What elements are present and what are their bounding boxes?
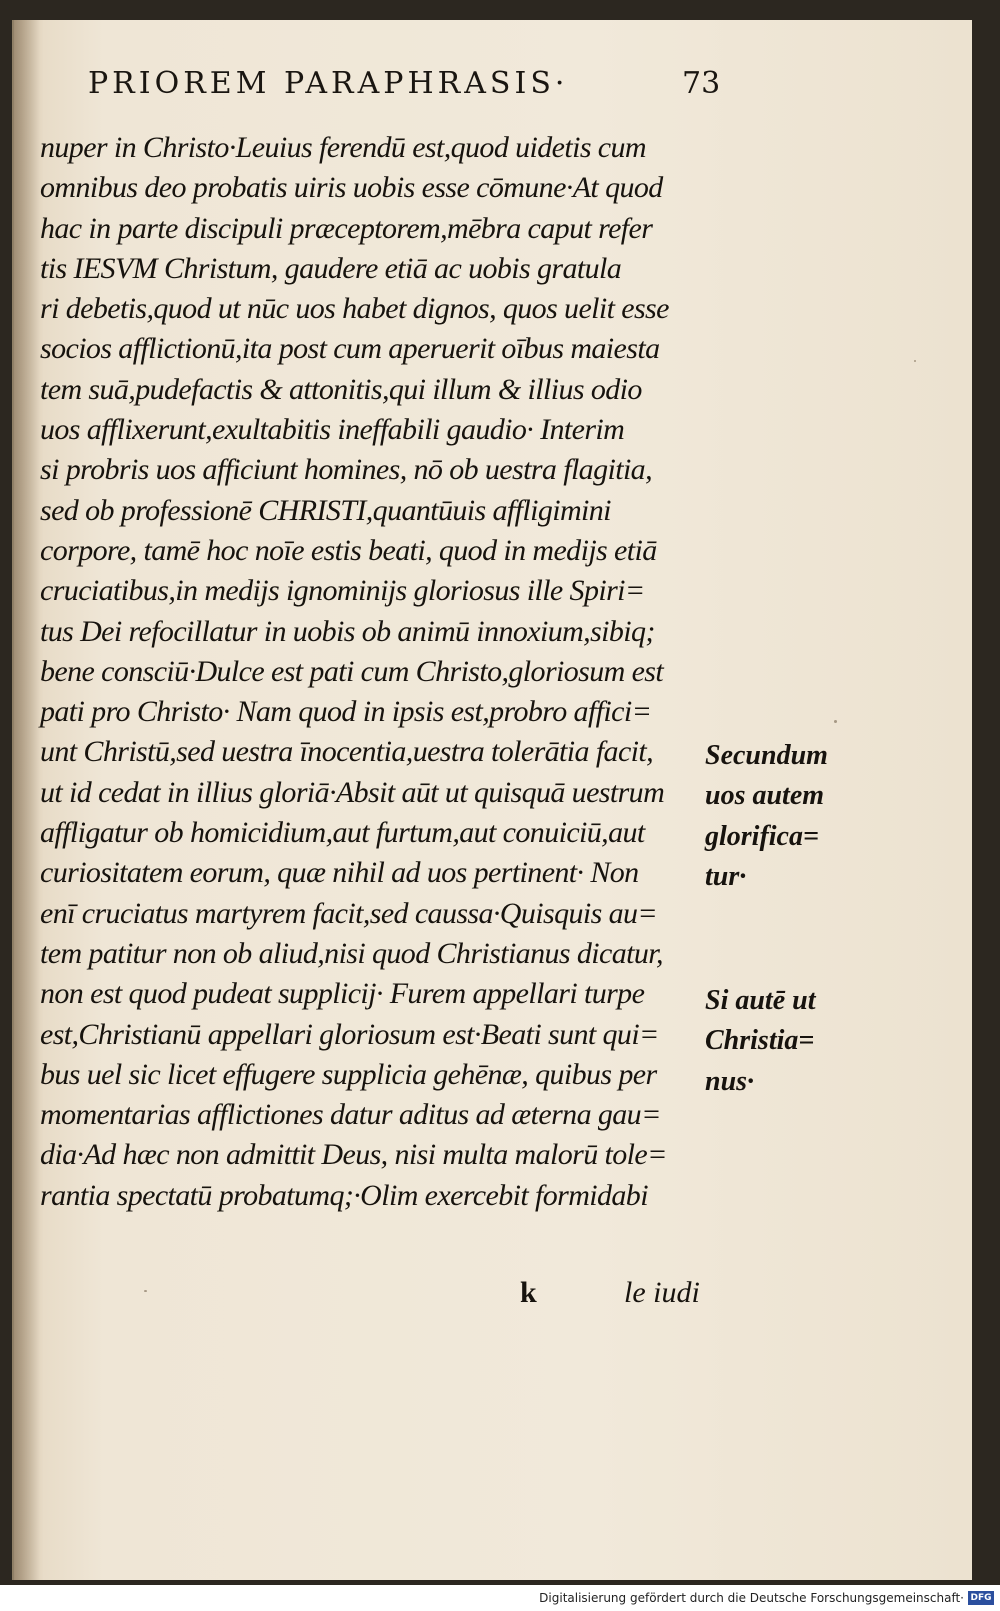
text-line: nuper in Christo·Leuius ferendū est,quod uidetis cum: [40, 131, 646, 164]
marginal-note-line: uos autem: [705, 780, 825, 812]
marginal-note-line: Si autē ut: [705, 985, 816, 1017]
paper-speck: [144, 1290, 147, 1292]
text-line: socios afflictionū,ita post cum aperuerit oībus maiesta: [40, 332, 660, 366]
text-line: unt Christū,sed uestra īnocentia,uestra tolerātia facit,: [40, 735, 654, 769]
marginal-note-line: nus·: [705, 1065, 755, 1097]
marginal-note-line: Christia=: [705, 1025, 815, 1057]
paper-speck: [834, 720, 837, 723]
digitization-credit: [539, 1587, 994, 1609]
text-line: bene consciū·Dulce est pati cum Christo,gloriosum est: [40, 654, 664, 688]
text-line: est,Christianū appellari gloriosum est·Beati sunt qui=: [40, 1017, 659, 1051]
text-line: curiositatem eorum, quæ nihil ad uos pertinent· Non: [40, 856, 639, 890]
marginal-note-line: tur·: [705, 860, 747, 892]
text-line: omnibus deo probatis uiris uobis esse cōmune·At quod: [40, 171, 663, 205]
marginal-note-1: [705, 736, 855, 897]
text-line: sed ob professionē CHRISTI,quantūuis affligimini: [40, 493, 611, 527]
running-head: PRIOREM PARAPHRASIS·: [88, 66, 569, 101]
text-line: cruciatibus,in medijs ignominijs gloriosus ille Spiri=: [40, 574, 645, 608]
catchword: le iudi: [624, 1276, 700, 1309]
text-line: ut id cedat in illius gloriā·Absit aūt ut quisquā uestrum: [40, 775, 665, 809]
text-line: tis IESVM Christum, gaudere etiā ac uobis gratula: [40, 251, 622, 285]
marginal-notes: [705, 736, 855, 1186]
page-number: 73: [682, 66, 721, 101]
gutter-shadow: [14, 20, 40, 1580]
text-line: bus uel sic licet effugere supplicia gehēnæ, quibus per: [40, 1057, 657, 1091]
marginal-note-2: [705, 981, 855, 1102]
text-line: affligatur ob homicidium,aut furtum,aut conuiciū,aut: [40, 816, 645, 850]
text-line: hac in parte discipuli præceptorem,mēbra caput refer: [40, 211, 653, 245]
signature-mark: k: [520, 1276, 537, 1309]
text-line: si probris uos afficiunt homines, nō ob uestra flagitia,: [40, 453, 652, 487]
marginal-note-line: Secundum: [705, 740, 828, 771]
body-text: [40, 128, 700, 1216]
text-line: dia·Ad hæc non admittit Deus, nisi multa malorū tole=: [40, 1138, 667, 1172]
text-line: uos afflixerunt,exultabitis ineffabili gaudio· Interim: [40, 413, 625, 447]
text-line: rantia spectatū probatumq;·Olim exercebit formidabi: [40, 1178, 648, 1212]
text-line: ri debetis,quod ut nūc uos habet dignos, quos uelit esse: [40, 292, 669, 326]
credit-text: Digitalisierung gefördert durch die Deutsche Forschungsgemeinschaft·: [539, 1591, 964, 1605]
marginal-note-line: glorifica=: [705, 820, 819, 852]
text-line: pati pro Christo· Nam quod in ipsis est,probro affici=: [40, 695, 652, 729]
text-line: tem suā,pudefactis & attonitis,qui illum & illius odio: [40, 372, 642, 406]
text-line: tus Dei refocillatur in uobis ob animū innoxium,sibiq;: [40, 614, 655, 648]
text-line: enī cruciatus martyrem facit,sed caussa·Quisquis au=: [40, 896, 658, 930]
dfg-logo: DFG: [968, 1591, 994, 1605]
text-line: momentarias afflictiones datur aditus ad æterna gau=: [40, 1098, 661, 1132]
text-line: non est quod pudeat supplicij· Furem appellari turpe: [40, 977, 645, 1011]
text-line: corpore, tamē hoc noīe estis beati, quod in medijs etiā: [40, 533, 657, 567]
text-line: tem patitur non ob aliud,nisi quod Christianus dicatur,: [40, 936, 663, 970]
paper-speck: [914, 360, 916, 362]
